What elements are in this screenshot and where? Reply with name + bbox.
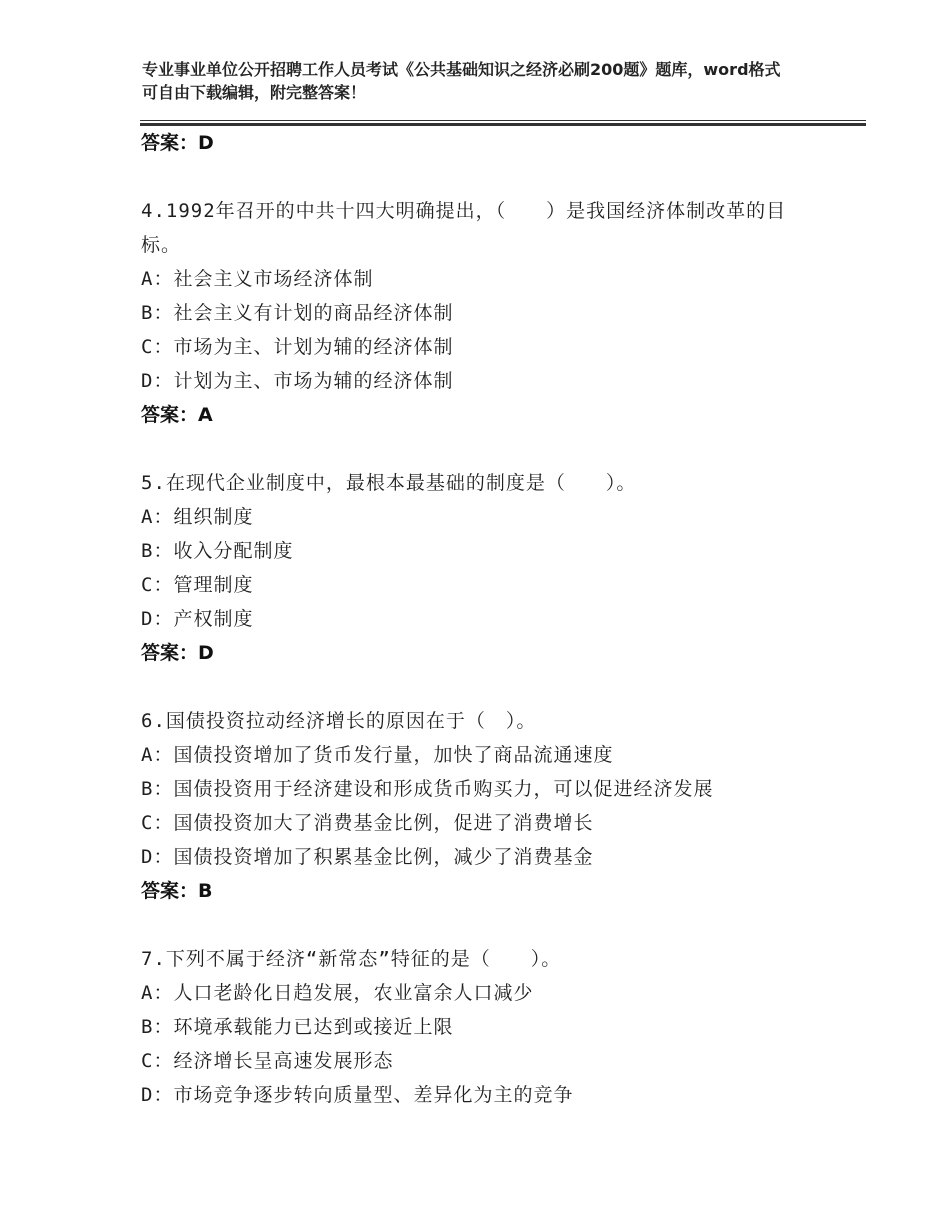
option-a: A：国债投资增加了货币发行量，加快了商品流通速度 <box>141 744 614 766</box>
option-b: B：社会主义有计划的商品经济体制 <box>141 302 454 324</box>
question-item <box>141 194 821 432</box>
option-c: C：管理制度 <box>141 574 254 596</box>
document-title: 专业事业单位公开招聘工作人员考试《公共基础知识之经济必刷200题》题库，word格式可自由下载编辑，附完整答案！ <box>142 60 781 102</box>
option-a: A：社会主义市场经济体制 <box>141 268 374 290</box>
option-c: C：经济增长呈高速发展形态 <box>141 1050 394 1072</box>
question-item <box>141 942 821 1112</box>
option-c: C：国债投资加大了消费基金比例，促进了消费增长 <box>141 812 594 834</box>
option-d: D：产权制度 <box>141 608 254 630</box>
answer-line: 答案：A <box>141 404 213 426</box>
question-stem: 4.1992年召开的中共十四大明确提出，（ ）是我国经济体制改革的目标。 <box>141 200 787 256</box>
document-header <box>142 58 782 104</box>
question-item <box>141 704 821 908</box>
answer-line: 答案：D <box>141 642 214 664</box>
option-c: C：市场为主、计划为辅的经济体制 <box>141 336 454 358</box>
question-stem: 6.国债投资拉动经济增长的原因在于（ ）。 <box>141 710 537 732</box>
answer-line: 答案：B <box>141 880 213 902</box>
option-b: B：国债投资用于经济建设和形成货币购买力，可以促进经济发展 <box>141 778 714 800</box>
option-d: D：计划为主、市场为辅的经济体制 <box>141 370 454 392</box>
option-d: D：国债投资增加了积累基金比例，减少了消费基金 <box>141 846 594 868</box>
option-a: A：组织制度 <box>141 506 254 528</box>
question-stem: 7.下列不属于经济“新常态”特征的是（ ）。 <box>141 948 562 970</box>
option-b: B：收入分配制度 <box>141 540 294 562</box>
option-a: A：人口老龄化日趋发展，农业富余人口减少 <box>141 982 534 1004</box>
option-d: D：市场竞争逐步转向质量型、差异化为主的竞争 <box>141 1084 574 1106</box>
answer-line: 答案：D <box>141 132 214 154</box>
question-stem: 5.在现代企业制度中，最根本最基础的制度是（ ）。 <box>141 472 637 494</box>
option-b: B：环境承载能力已达到或接近上限 <box>141 1016 454 1038</box>
question-item <box>141 466 821 670</box>
question-list <box>141 126 821 1112</box>
